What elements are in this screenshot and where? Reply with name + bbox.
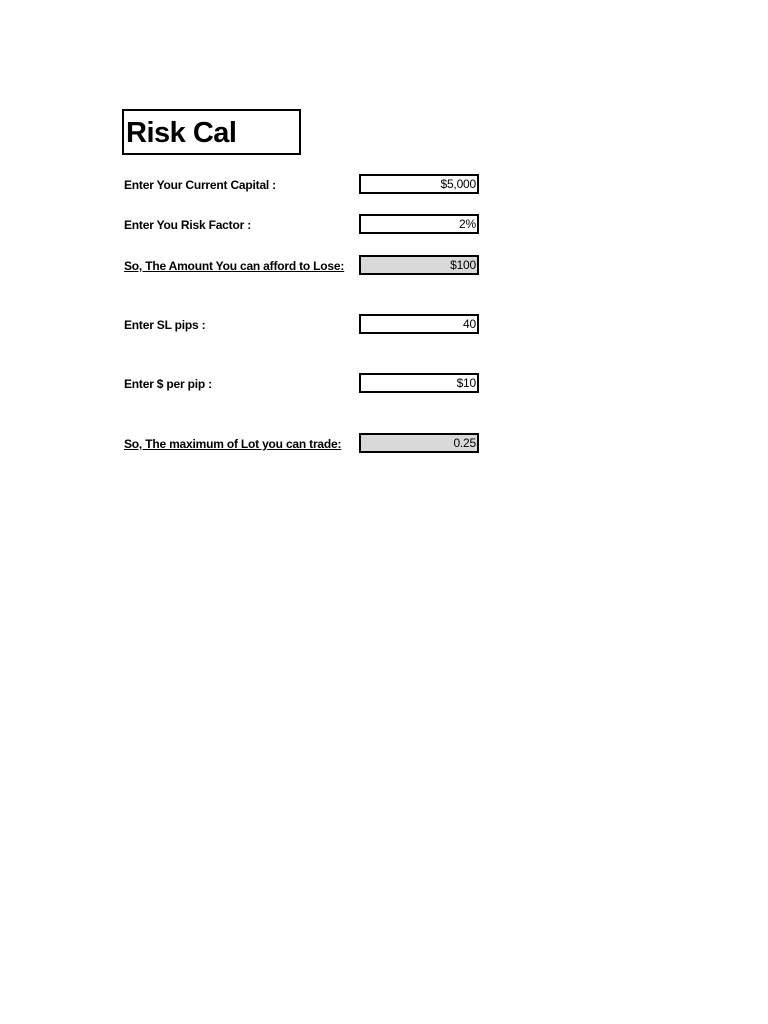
- title-box: [122, 109, 301, 155]
- capital-label: Enter Your Current Capital :: [124, 178, 276, 192]
- capital-input[interactable]: [359, 174, 479, 194]
- max-lot-value: 0.25: [453, 436, 476, 450]
- sl-pips-value: 40: [463, 317, 476, 331]
- sl-pips-label: Enter SL pips :: [124, 318, 206, 332]
- amount-to-lose-label: So, The Amount You can afford to Lose:: [124, 259, 345, 273]
- sl-pips-input[interactable]: [359, 314, 479, 334]
- risk-factor-input[interactable]: [359, 214, 479, 234]
- risk-factor-label: Enter You Risk Factor :: [124, 218, 251, 232]
- page-title: Risk Cal: [126, 117, 237, 149]
- amount-to-lose-output: [359, 255, 479, 275]
- per-pip-value: $10: [456, 376, 476, 390]
- per-pip-input[interactable]: [359, 373, 479, 393]
- amount-to-lose-value: $100: [450, 258, 476, 272]
- max-lot-label: So, The maximum of Lot you can trade:: [124, 437, 342, 451]
- risk-factor-value: 2%: [459, 217, 476, 231]
- max-lot-output: [359, 433, 479, 453]
- capital-value: $5,000: [440, 177, 476, 191]
- per-pip-label: Enter $ per pip :: [124, 377, 212, 391]
